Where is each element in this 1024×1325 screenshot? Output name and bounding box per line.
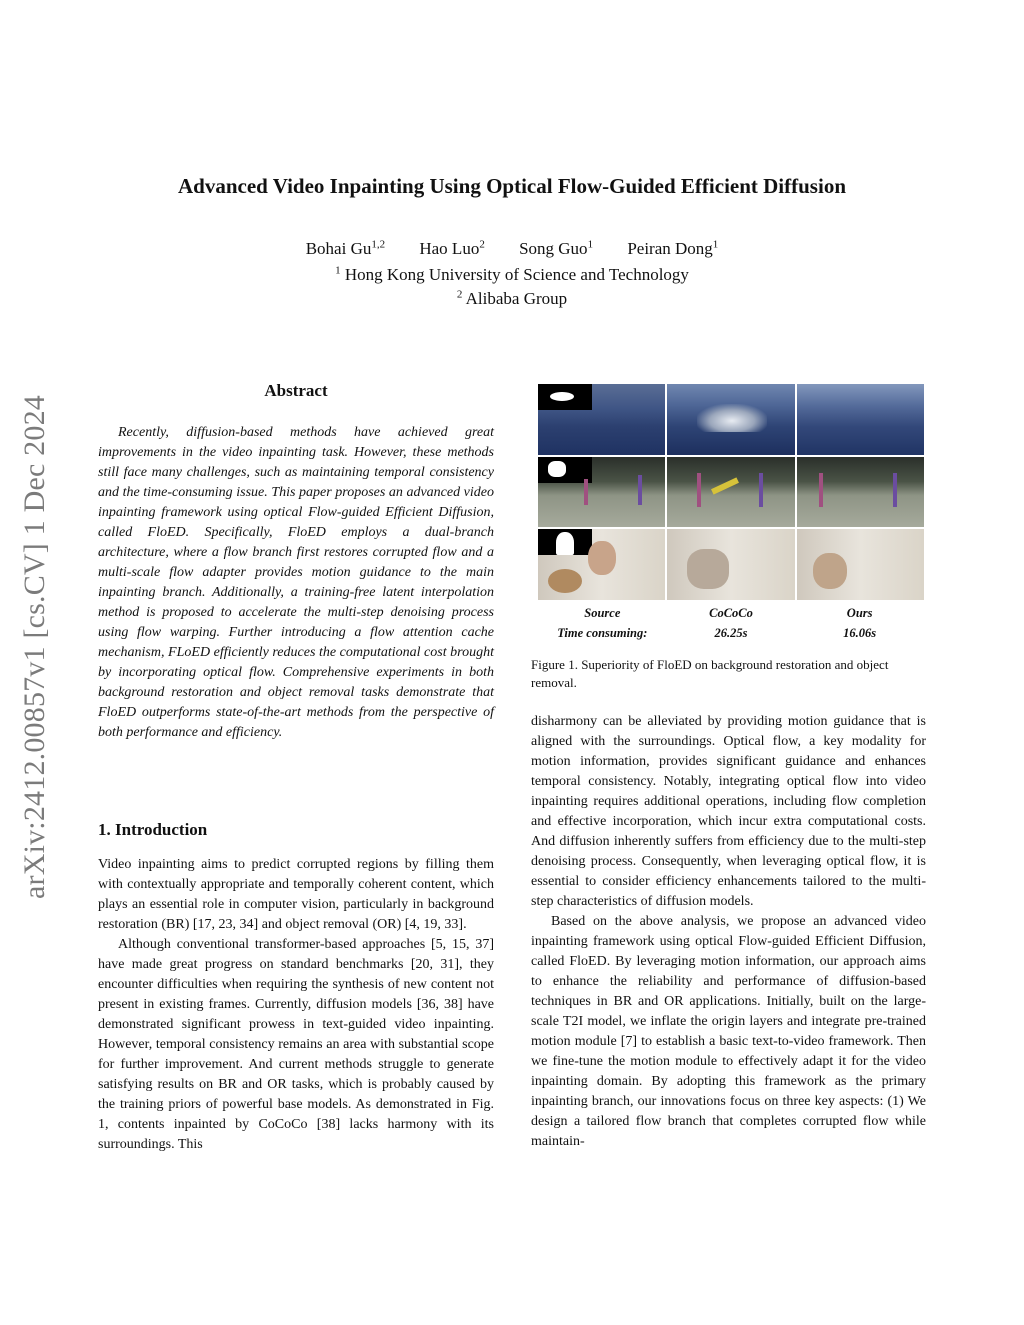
paper-title: Advanced Video Inpainting Using Optical Flow-Guided Efficient Diffusion bbox=[177, 174, 846, 198]
figure-column-label: CoCoCo bbox=[709, 606, 753, 620]
right-column-body bbox=[531, 712, 926, 1152]
author: Hao Luo$^2$ bbox=[419, 238, 485, 258]
figure-column-labels bbox=[538, 606, 924, 621]
figure-panel-source-mountain bbox=[538, 384, 665, 455]
mask-thumbnail bbox=[538, 384, 592, 410]
figure-panel-cococo-mountain bbox=[667, 384, 794, 455]
affiliation: $^2$ Alibaba Group bbox=[456, 288, 568, 308]
abstract-heading: Abstract bbox=[264, 381, 328, 400]
paragraph: Although conventional transformer-based approaches [5, 15, 37] have made great progress on standard benchmarks [20, 31], they encounter difficulties when requiring the synthesis of new content not present in existing frames. Currently, diffusion models [36, 38] have demonstrated significant prowess in text-guided video inpainting. However, temporal consistency remains an area with substantial scope for further improvement. And current methods struggle to generate satisfying results on BR and OR tasks, which is probably caused by the training priors of powerful base models. As demonstrated in Fig. 1, contents inpainted by CoCoCo [38] lacks harmony with its surroundings. This bbox=[98, 937, 494, 1152]
figure-time-value: 16.06s bbox=[843, 626, 877, 640]
figure-panel-cococo-playground bbox=[667, 457, 794, 528]
section-heading: 1. Introduction bbox=[98, 820, 208, 839]
figure-panel-ours-mountain bbox=[797, 384, 924, 455]
figure-caption: Figure 1. Superiority of FloED on background restoration and object removal. bbox=[531, 657, 889, 690]
affiliation: $^1$ Hong Kong University of Science and Technology bbox=[335, 264, 689, 284]
mask-thumbnail bbox=[538, 529, 592, 555]
figure-column-label: Ours bbox=[846, 606, 873, 620]
figure-row-label: Time consuming: bbox=[557, 626, 648, 640]
paragraph: Based on the above analysis, we propose an advanced video inpainting framework using optical Flow-guided Efficient Diffusion, called FloED. By leveraging motion information, our approach aims to enhance the reliability and performance of diffusion-based techniques in BR and OR applications. Initially, built on the large-scale T2I model, we inflate the origin layers and integrate pre-trained motion module [7] to establish a basic text-to-video framework. Then we fine-tune the motion module to effectively adapt it for the video inpainting domain. By adopting this framework as the primary inpainting branch, our innovations focus on three key aspects: (1) We design a tailored flow branch that completes corrupted flow while maintain- bbox=[531, 914, 926, 1149]
figure-panel-ours-person bbox=[797, 529, 924, 600]
author-list bbox=[0, 239, 1024, 259]
figure-panel-cococo-person bbox=[667, 529, 794, 600]
figure-image-grid bbox=[538, 384, 924, 600]
abstract-text: Recently, diffusion-based methods have achieved great improvements in the video inpainting task. However, these methods still face many challenges, such as maintaining temporal consistency and the time-consuming issue. This paper proposes an advanced video inpainting framework using optical Flow-guided Efficient Diffusion, called FloED. Specifically, FloED employs a dual-branch architecture, where a flow branch first restores corrupted flow and a multi-scale flow adapter provides motion guidance to the main inpainting branch. Additionally, a training-free latent interpolation method is proposed to accelerate the multi-step denoising process using flow warping. Further introducing a flow attention cache mechanism, FLoED efficiently reduces the computational cost brought by incorporating optical flow. Comprehensive experiments in both background restoration and object removal tasks demonstrate that FloED outperforms state-of-the-art methods from the perspective of both performance and efficiency. bbox=[98, 425, 494, 740]
arxiv-sidebar-id: arXiv:2412.00857v1 [cs.CV] 1 Dec 2024 bbox=[18, 395, 51, 899]
paragraph: disharmony can be alleviated by providing motion guidance that is aligned with the surroundings. Optical flow, a key modality for motion information, provides significant guidance and enhances temporal consistency. Notably, integrating optical flow into video inpainting requires additional operations, including flow completion and effective incorporation, which incur extra computational costs. And diffusion inherently suffers from efficiency due to the multi-step denoising process. Consequently, when leveraging optical flow, it is essential to consider efficiency enhancements tailored to the multi-step characteristics of diffusion models. bbox=[531, 714, 926, 909]
figure-time-value: 26.25s bbox=[714, 626, 748, 640]
author: Peiran Dong$^1$ bbox=[627, 238, 719, 258]
paragraph: Video inpainting aims to predict corrupted regions by filling them with contextually appropriate and temporally coherent content, which plays an essential role in computer vision, particularly in background restoration (BR) [17, 23, 34] and object removal (OR) [4, 19, 33]. bbox=[98, 857, 494, 932]
figure-panel-source-person bbox=[538, 529, 665, 600]
figure-time-row bbox=[538, 626, 924, 641]
author: Bohai Gu$^{1,2}$ bbox=[305, 238, 386, 258]
figure-panel-source-playground bbox=[538, 457, 665, 528]
author: Song Guo$^1$ bbox=[519, 238, 594, 258]
figure-column-label: Source bbox=[584, 606, 621, 620]
figure-panel-ours-playground bbox=[797, 457, 924, 528]
intro-body bbox=[98, 855, 494, 1155]
